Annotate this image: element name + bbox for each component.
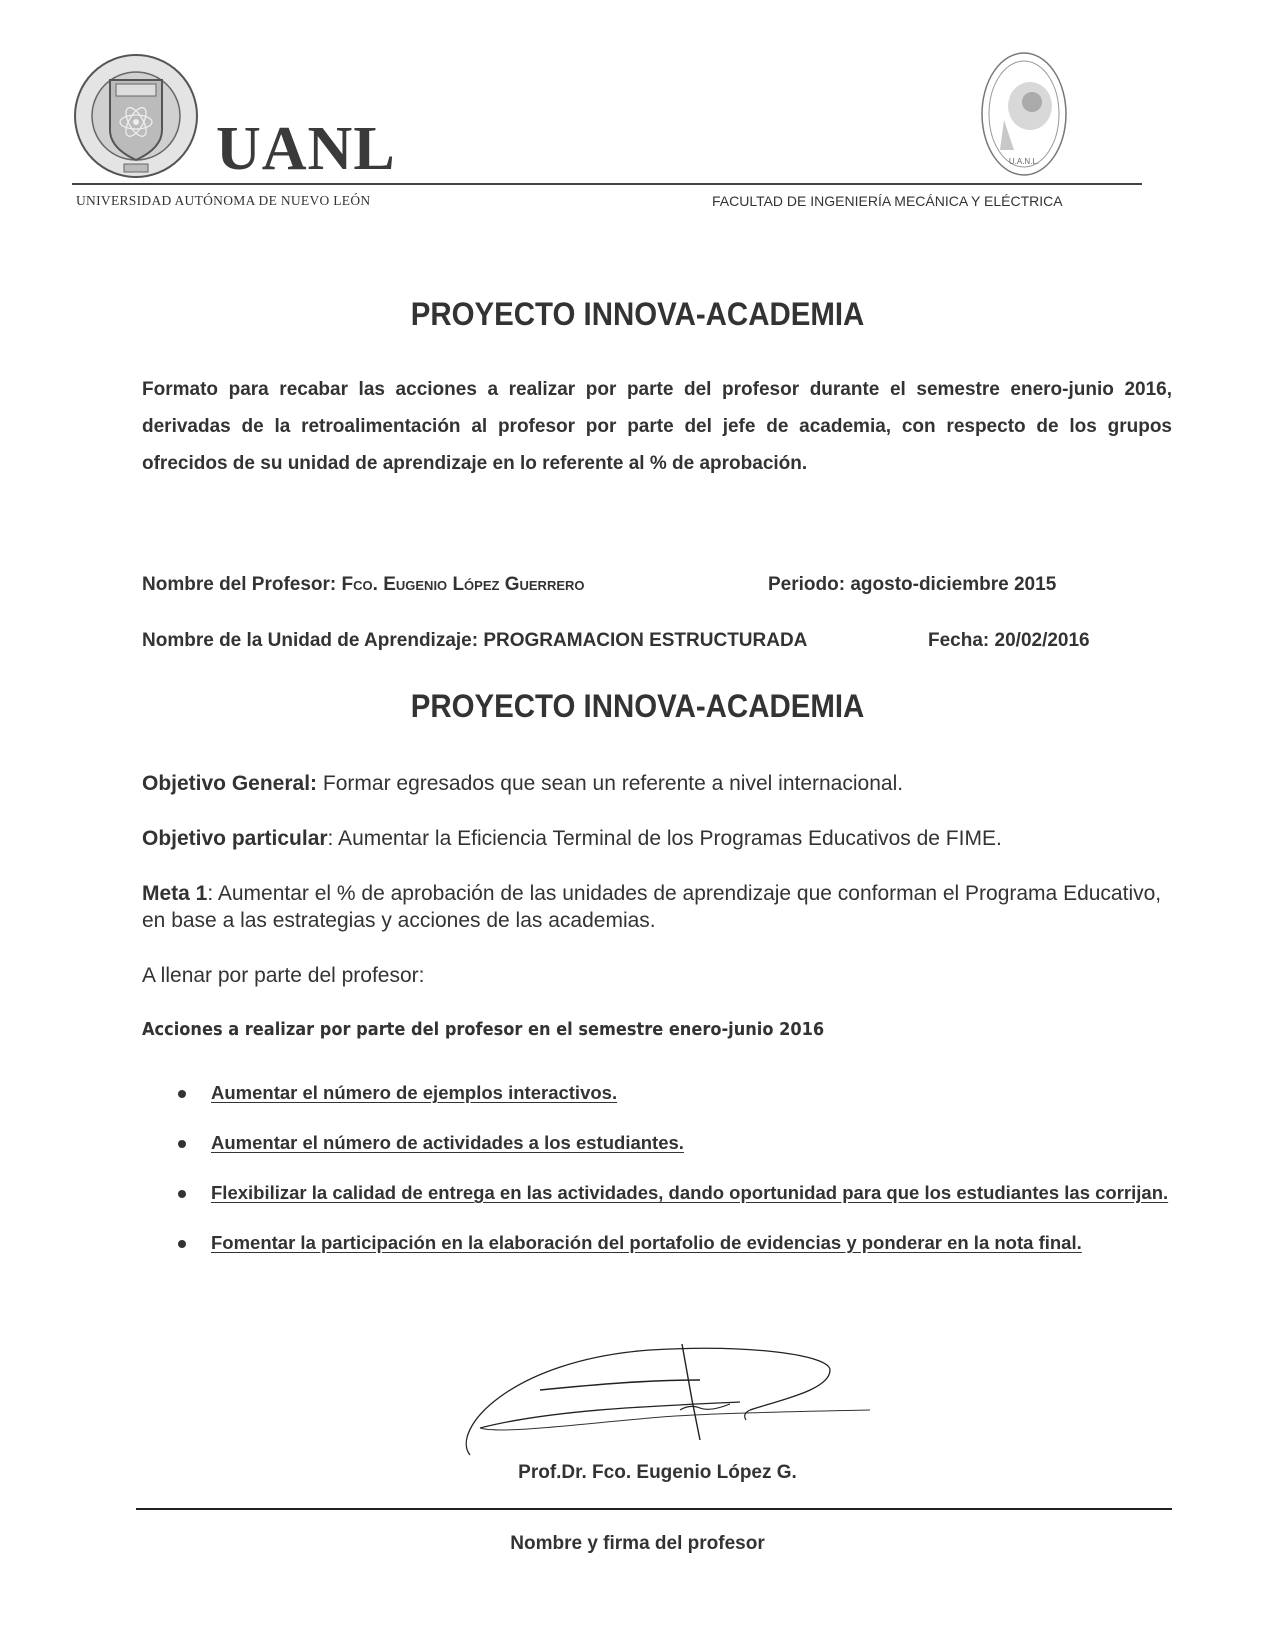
objetivo-particular-text: : Aumentar la Eficiencia Terminal de los Programas Educativos de FIME. [327,827,1002,850]
signer-name: Prof.Dr. Fco. Eugenio López G. [518,1462,797,1483]
unidad-label: Nombre de la Unidad de Aprendizaje: [142,630,479,651]
a-llenar-label: A llenar por parte del profesor: [142,964,425,987]
objetivo-particular [142,825,1172,852]
periodo-label: Periodo: [768,574,846,595]
list-item-text: Fomentar la participación en la elaboración del portafolio de evidencias y ponderar en la nota final. [211,1232,1082,1253]
list-item [178,1178,1170,1208]
unidad-field [142,630,807,652]
list-item-text: Aumentar el número de actividades a los estudiantes. [211,1132,684,1153]
objetivo-particular-label: Objetivo particular [142,827,328,850]
objetivo-general [142,770,1172,797]
list-item [178,1078,1170,1108]
profesor-label: Nombre del Profesor: [142,574,337,595]
objetivo-general-label: Objetivo General: [142,772,318,795]
svg-text:U.A.N.L.: U.A.N.L. [1008,157,1040,166]
faculty-name: FACULTAD DE INGENIERÍA MECÁNICA Y ELÉCTRICA [712,193,1063,209]
fecha-value: 20/02/2016 [994,630,1090,651]
meta-text: : Aumentar el % de aprobación de las unidades de aprendizaje que conforman el Programa Educativo, en base a las estrategias y acciones de las academias. [142,882,1162,932]
list-item [178,1128,1170,1158]
meta-label: Meta 1 [142,882,208,905]
profesor-value: Fco. Eugenio López Guerrero [341,574,585,595]
bullet-icon [178,1090,186,1098]
fecha-field [928,630,1090,652]
list-item [178,1228,1170,1258]
header-divider-right [672,183,1142,185]
page-title: PROYECTO INNOVA-ACADEMIA [410,296,865,332]
periodo-field [768,574,1056,596]
uanl-seal-logo [72,52,200,180]
bullet-icon [178,1240,186,1248]
objetivo-general-text: Formar egresados que sean un referente a nivel internacional. [322,772,904,795]
fime-seal-logo [980,50,1068,178]
uanl-wordmark: UANL [216,115,396,183]
header-divider-left [72,183,672,185]
bullet-icon [178,1190,186,1198]
acciones-heading: Acciones a realizar por parte del profesor en el semestre enero-junio 2016 [142,1019,825,1040]
periodo-value: agosto-diciembre 2015 [850,574,1057,595]
list-item-text: Aumentar el número de ejemplos interactivos. [211,1082,618,1103]
profesor-field [142,574,585,596]
handwritten-signature [450,1340,900,1460]
fecha-label: Fecha: [928,630,990,651]
acciones-list [178,1078,1170,1278]
list-item-text: Flexibilizar la calidad de entrega en las actividades, dando oportunidad para que los estudiantes las corrijan. [211,1182,1169,1203]
meta-1 [142,880,1172,934]
university-name: UNIVERSIDAD AUTÓNOMA DE NUEVO LEÓN [76,193,371,208]
section-title: PROYECTO INNOVA-ACADEMIA [410,688,865,724]
signature-caption: Nombre y firma del profesor [510,1533,765,1554]
signature-line [136,1508,1172,1510]
unidad-value: PROGRAMACION ESTRUCTURADA [483,630,808,651]
intro-paragraph: Formato para recabar las acciones a realizar por parte del profesor durante el semestre enero-junio 2016, derivadas de la retroalimentación al profesor por parte del jefe de academia, con respecto de los grupos ofrecidos de su unidad de aprendizaje en lo referente al % de aprobación. [142,379,1172,474]
bullet-icon [178,1140,186,1148]
